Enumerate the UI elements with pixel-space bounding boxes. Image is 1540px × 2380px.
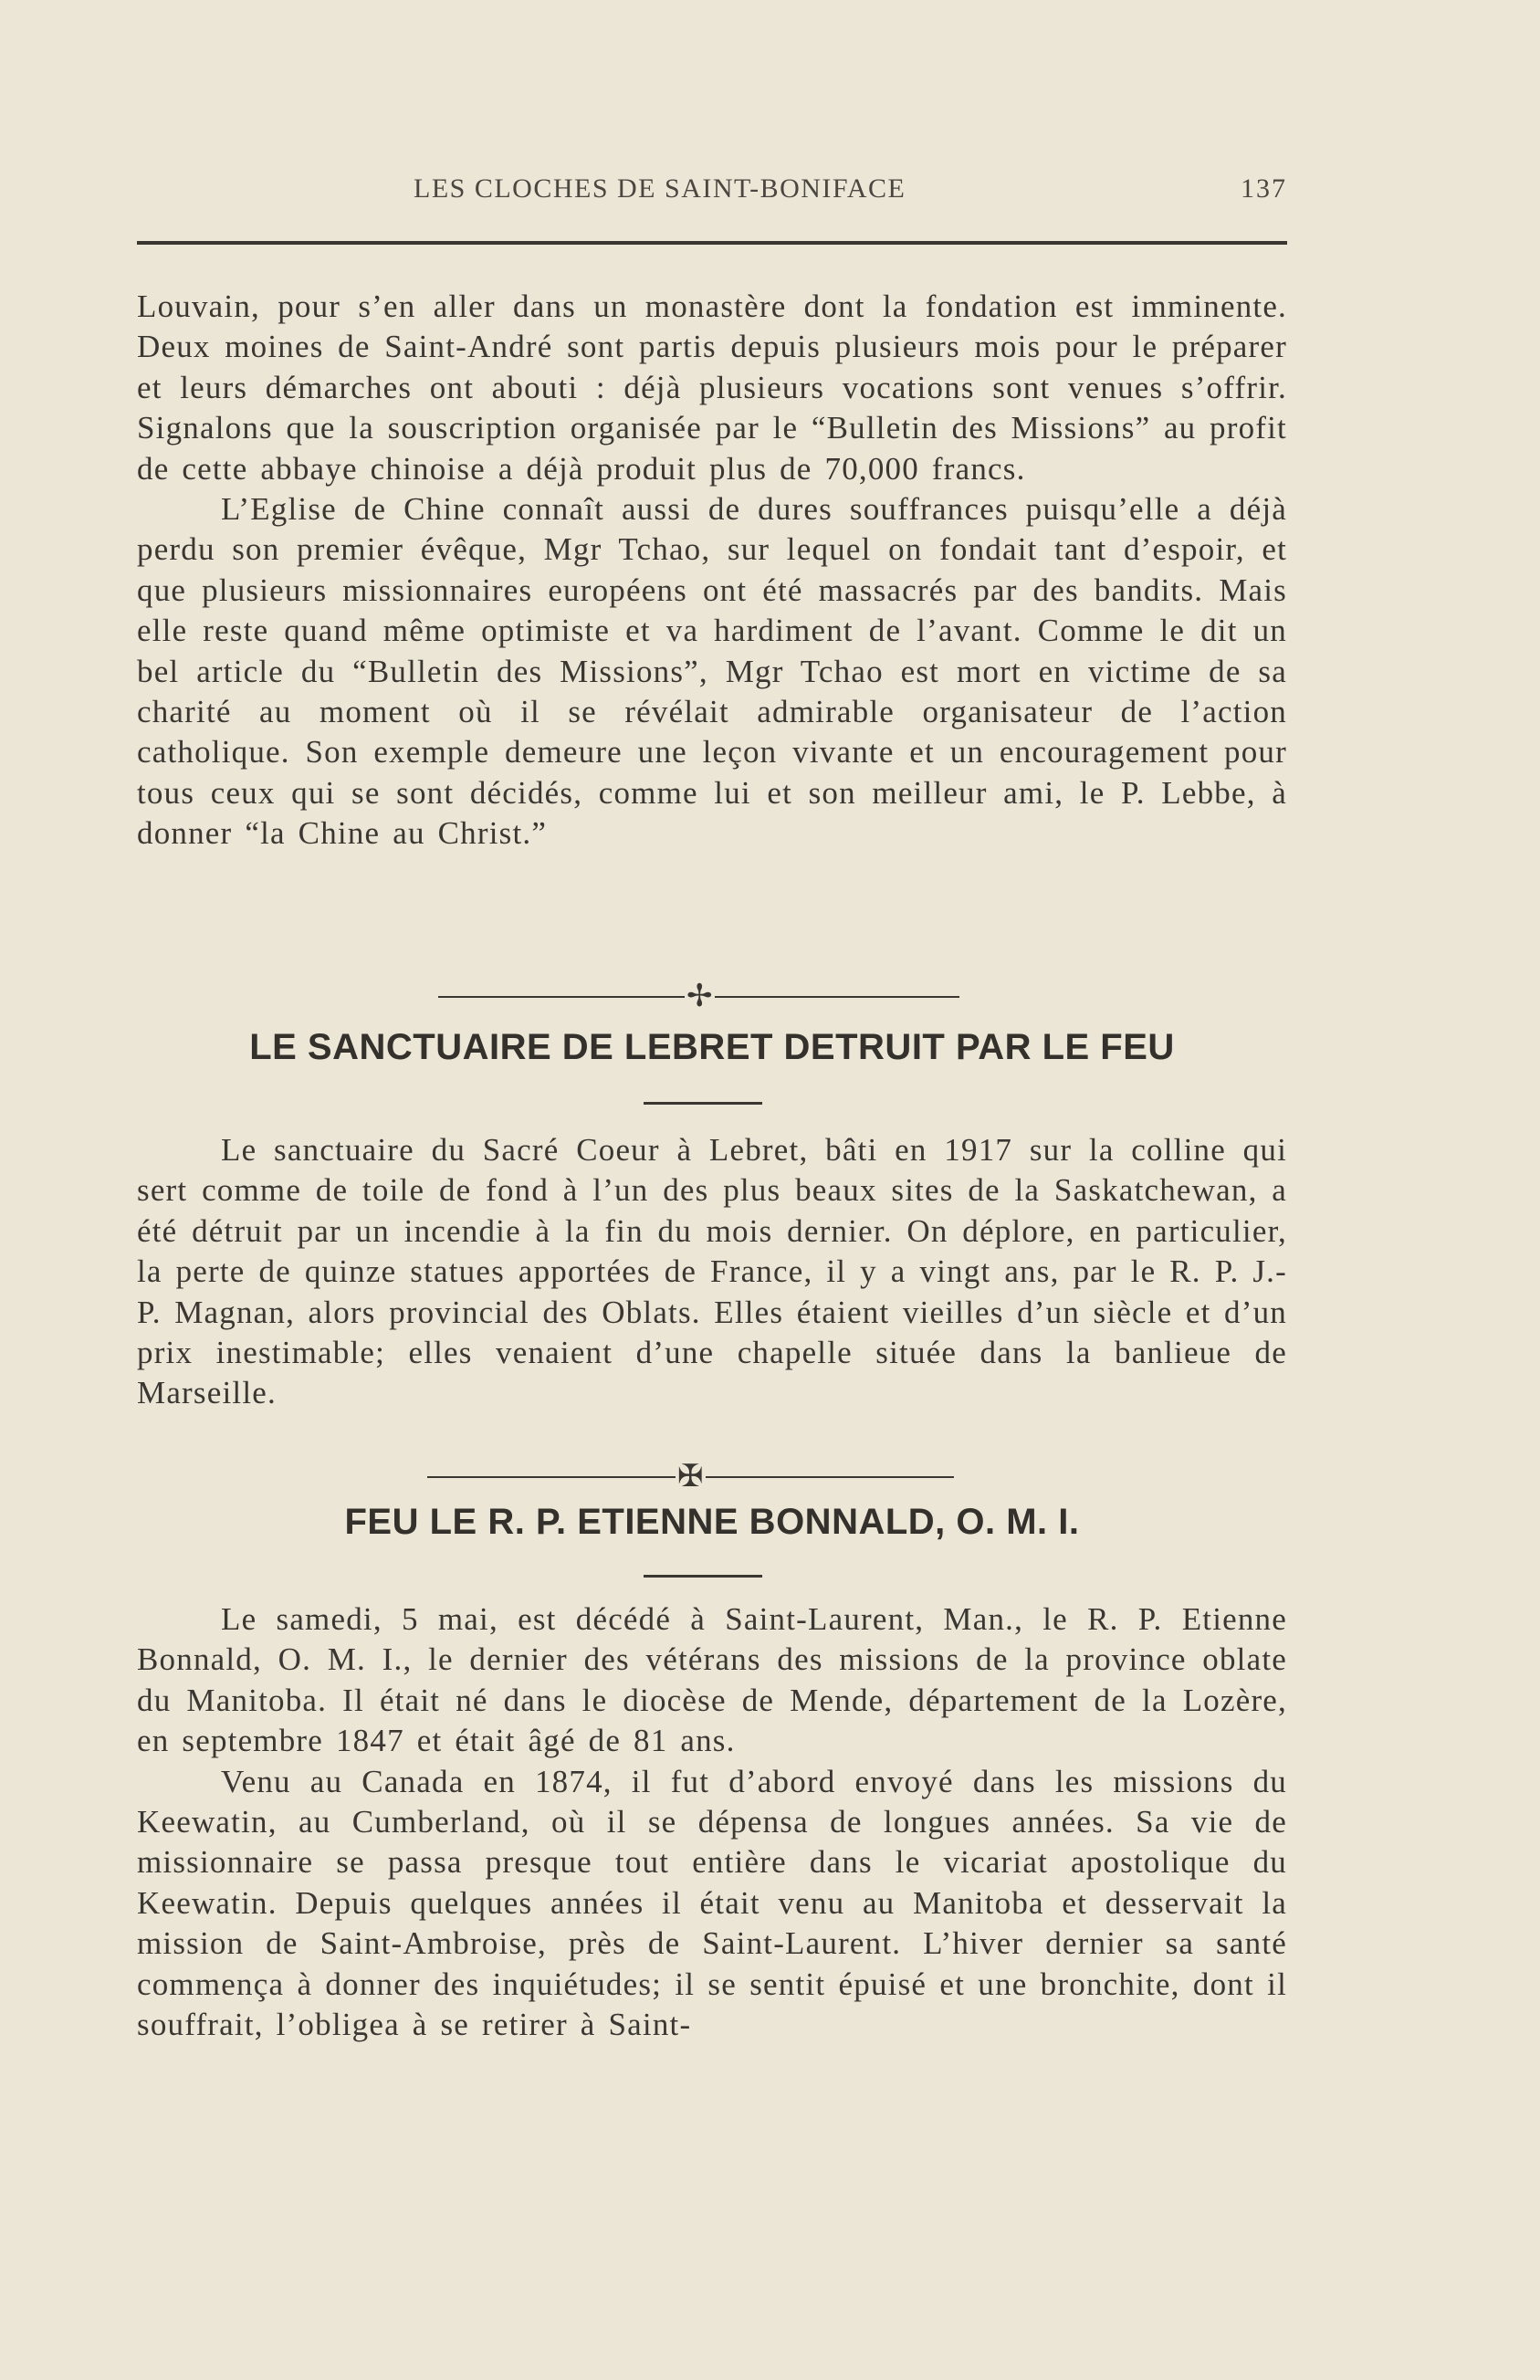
maltese-cross-icon: ✠ <box>677 1460 704 1494</box>
article-lebret <box>137 1130 1287 1414</box>
cross-ornament-icon: ✢ <box>686 980 713 1013</box>
ornament-line <box>438 996 685 998</box>
section-title: FEU LE R. P. ETIENNE BONNALD, O. M. I. <box>344 1502 1080 1542</box>
header-rule <box>137 241 1287 245</box>
title-rule <box>644 1575 762 1578</box>
ornament-line <box>427 1476 676 1478</box>
article-bonnald <box>137 1599 1287 2045</box>
title-rule <box>644 1102 762 1105</box>
page-number: 137 <box>1241 173 1287 204</box>
running-title: LES CLOCHES DE SAINT-BONIFACE <box>414 173 906 204</box>
ornament-line <box>715 996 959 998</box>
paragraph: Le samedi, 5 mai, est décédé à Saint-Laurent, Man., le R. P. Etienne Bonnald, O. M. I., le dernier des vétérans des missions de la province oblate du Manitoba. Il était né dans le diocèse de Mende, département de la Lozère, en septembre 1847 et était âgé de 81 ans. <box>137 1601 1287 1759</box>
paragraph: L’Eglise de Chine connaît aussi de dures souffrances puisqu’elle a déjà perdu son premier évêque, Mgr Tchao, sur lequel on fondait tant d’espoir, et que plusieurs missionnaires européens ont été massacrés par des bandits. Mais elle reste quand même optimiste et va hardiment de l’avant. Comme le dit un bel article du “Bulletin des Missions”, Mgr Tchao est mort en victime de sa charité au moment où il se révélait admirable organisateur de l’action catholique. Son exemple demeure une leçon vivante et un encouragement pour tous ceux qui se sont décidés, comme lui et son meilleur ami, le P. Lebbe, à donner “la Chine au Christ.” <box>137 491 1287 852</box>
section-ornament <box>438 981 959 1012</box>
ornament-line <box>706 1476 954 1478</box>
paragraph: Louvain, pour s’en aller dans un monastère dont la fondation est imminente. Deux moines de Saint-André sont partis depuis plusieurs mois pour le préparer et leurs démarches ont abouti : déjà plusieurs vocations sont venues s’offrir. Signalons que la souscription organisée par le “Bulletin des Missions” au profit de cette abbaye chinoise a déjà produit plus de 70,000 francs. <box>137 288 1287 487</box>
section-title: LE SANCTUAIRE DE LEBRET DETRUIT PAR LE FEU <box>249 1027 1175 1067</box>
section-ornament <box>427 1462 954 1493</box>
paragraph: Venu au Canada en 1874, il fut d’abord envoyé dans les missions du Keewatin, au Cumberland, où il se dépensa de longues années. Sa vie de missionnaire se passa presque tout entière dans le vicariat apostolique du Keewatin. Depuis quelques années il était venu au Manitoba et desservait la mission de Saint-Ambroise, près de Saint-Laurent. L’hiver dernier sa santé commença à donner des inquiétudes; il se sentit épuisé et une bronchite, dont il souffrait, l’obligea à se retirer à Saint- <box>137 1763 1287 2043</box>
paragraph: Le sanctuaire du Sacré Coeur à Lebret, bâti en 1917 sur la colline qui sert comme de toile de fond à l’un des plus beaux sites de la Saskatchewan, a été détruit par un incendie à la fin du mois dernier. On déplore, en particulier, la perte de quinze statues apportées de France, il y a vingt ans, par le R. P. J.-P. Magnan, alors provincial des Oblats. Elles étaient vieilles d’un siècle et d’un prix inestimable; elles venaient d’une chapelle située dans la banlieue de Marseille. <box>137 1132 1287 1411</box>
continued-article <box>137 287 1287 854</box>
